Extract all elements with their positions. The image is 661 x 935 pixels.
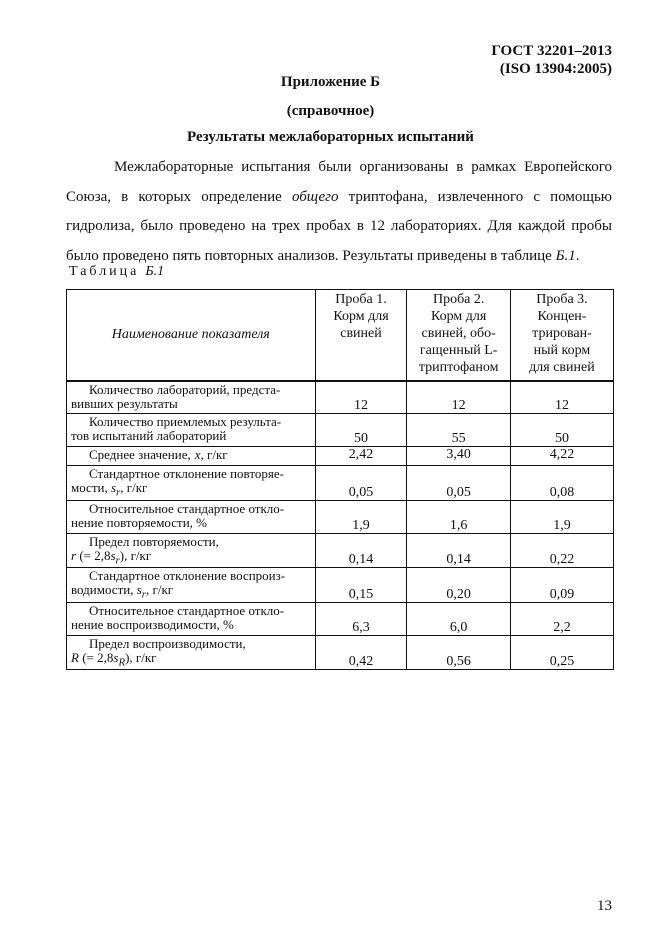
row-label-unit: , г/кг [146, 582, 174, 598]
symbol: s [136, 582, 142, 598]
row-label-line [71, 651, 312, 670]
paragraph-end: . [575, 247, 580, 264]
cell-value: 2,2 [510, 602, 613, 635]
table-row [67, 447, 614, 466]
cell-value: 0,20 [407, 568, 510, 603]
header-sample-3 [510, 290, 613, 381]
row-label-line: Количество лабораторий, предста- [89, 381, 281, 397]
symbol-subscript: r [141, 588, 146, 601]
header-line: свиней, обо- [421, 326, 496, 341]
cell-value: 6,0 [407, 602, 510, 635]
row-label-line: вивших результаты [71, 395, 178, 411]
row-label-line [71, 448, 312, 462]
header-line: Концен- [537, 309, 587, 324]
row-label-line: Предел воспроизводимости, [89, 635, 246, 651]
cell-value: 0,15 [315, 568, 407, 603]
row-label [67, 602, 316, 635]
symbol: R [71, 649, 79, 665]
row-label [67, 500, 316, 533]
cell-value: 50 [315, 414, 407, 447]
header-line: Корм для [333, 309, 389, 324]
cell-value: 12 [407, 381, 510, 414]
table-row [67, 381, 614, 414]
header-line: гащенный L- [419, 343, 498, 358]
header-parameter-name: Наименование показателя [67, 290, 316, 381]
row-label-text: Среднее значение, [89, 447, 191, 462]
header-sample-2 [407, 290, 510, 381]
appendix-heading: Результаты межлабораторных испытаний [187, 129, 474, 145]
header-line: Проба 2. [432, 292, 485, 307]
cell-value: 0,42 [315, 635, 407, 670]
table-row [67, 602, 614, 635]
header-line: триптофаном [418, 360, 499, 375]
cell-value: 1,6 [407, 500, 510, 533]
table-row [67, 414, 614, 447]
row-label-line: Относительное стандартное откло- [89, 602, 285, 618]
row-label-unit: ), г/кг [125, 649, 157, 665]
cell-value: 4,22 [510, 447, 613, 466]
table-row [67, 500, 614, 533]
results-table [66, 289, 614, 670]
row-label [67, 381, 316, 414]
header-line: Проба 1. [335, 292, 387, 307]
table-caption-number: Б.1 [145, 264, 165, 279]
header-sample-1 [315, 290, 407, 381]
row-label-line: Относительное стандартное откло- [89, 500, 285, 516]
symbol-subscript: r [115, 554, 120, 567]
row-label-text: (= 2,8 [78, 649, 114, 665]
table-row [67, 533, 614, 568]
paragraph-emphasis: общего [291, 188, 339, 205]
symbol: s [113, 649, 119, 665]
row-label-line: Количество приемлемых результа- [89, 414, 282, 429]
row-label-line [71, 583, 312, 602]
paragraph-text-1: Межлабораторные испытания были организованы в рамках Европейского Союза, в которых определение [66, 159, 612, 205]
symbol: s [110, 480, 117, 495]
row-label-text: (= 2,8 [76, 547, 111, 563]
cell-value: 0,09 [510, 568, 613, 603]
symbol: r [71, 547, 77, 563]
header-line: свиней [340, 326, 382, 341]
row-label [67, 466, 316, 501]
row-label-unit: ), г/кг [119, 547, 152, 563]
page-number: 13 [597, 898, 612, 914]
table-reference: Б.1 [555, 247, 576, 264]
cell-value: 0,08 [510, 466, 613, 501]
header-line: Проба 3. [536, 292, 588, 307]
row-label-text: мости, [71, 480, 111, 495]
paragraph-text-2: триптофана, извлеченного с помощью гидролиза, было проведено на трех пробах в 12 лабораториях. Для каждой пробы было проведено пять повторных анализов. Результаты приведены в таблице [66, 188, 612, 264]
row-label-line: нение повторяемости, % [71, 514, 207, 530]
cell-value: 0,14 [407, 533, 510, 568]
symbol-subscript: r [116, 486, 121, 499]
cell-value: 2,42 [315, 447, 407, 466]
cell-value: 3,40 [407, 447, 510, 466]
row-label [67, 414, 316, 447]
mean-symbol: $\overline{x}$ [194, 447, 201, 462]
row-label-line: нение воспроизводимости, % [71, 616, 234, 632]
row-label [67, 447, 316, 466]
appendix-type: (справочное) [286, 103, 375, 119]
table-header-row [67, 290, 614, 381]
row-label-unit: , г/кг [200, 447, 228, 462]
cell-value: 50 [510, 414, 613, 447]
table-row [67, 635, 614, 670]
table-caption-label: Таблица [69, 264, 140, 279]
row-label-line [71, 481, 312, 500]
row-label-line: Предел повторяемости, [89, 533, 219, 549]
row-label-unit: , г/кг [120, 480, 148, 495]
header-line: ный корм [533, 343, 591, 358]
cell-value: 0,05 [315, 466, 407, 501]
appendix-title: Приложение Б [280, 74, 381, 90]
row-label-line: Стандартное отклонение повторяе- [89, 466, 284, 481]
standard-number: ГОСТ 32201–2013 [491, 43, 612, 59]
cell-value: 12 [315, 381, 407, 414]
row-label [67, 635, 316, 670]
document-header [491, 42, 612, 78]
table-row [67, 466, 614, 501]
cell-value: 55 [407, 414, 510, 447]
table-row [67, 568, 614, 603]
row-label-line [71, 549, 312, 568]
row-label [67, 533, 316, 568]
cell-value: 1,9 [510, 500, 613, 533]
iso-number: (ISO 13904:2005) [499, 61, 612, 77]
cell-value: 1,9 [315, 500, 407, 533]
body-paragraph [66, 153, 612, 271]
row-label [67, 568, 316, 603]
row-label-text: водимости, [71, 582, 137, 598]
header-line: трирован- [532, 326, 592, 341]
cell-value: 0,05 [407, 466, 510, 501]
symbol-subscript: R [118, 656, 126, 669]
row-label-line: тов испытаний лабораторий [71, 428, 227, 443]
cell-value: 0,22 [510, 533, 613, 568]
symbol: s [110, 547, 116, 563]
cell-value: 0,25 [510, 635, 613, 670]
cell-value: 6,3 [315, 602, 407, 635]
row-label-line: Стандартное отклонение воспроиз- [89, 568, 286, 584]
cell-value: 12 [510, 381, 613, 414]
table-caption [69, 264, 164, 280]
header-line: Корм для [431, 309, 487, 324]
cell-value: 0,56 [407, 635, 510, 670]
header-line: для свиней [529, 360, 595, 375]
cell-value: 0,14 [315, 533, 407, 568]
